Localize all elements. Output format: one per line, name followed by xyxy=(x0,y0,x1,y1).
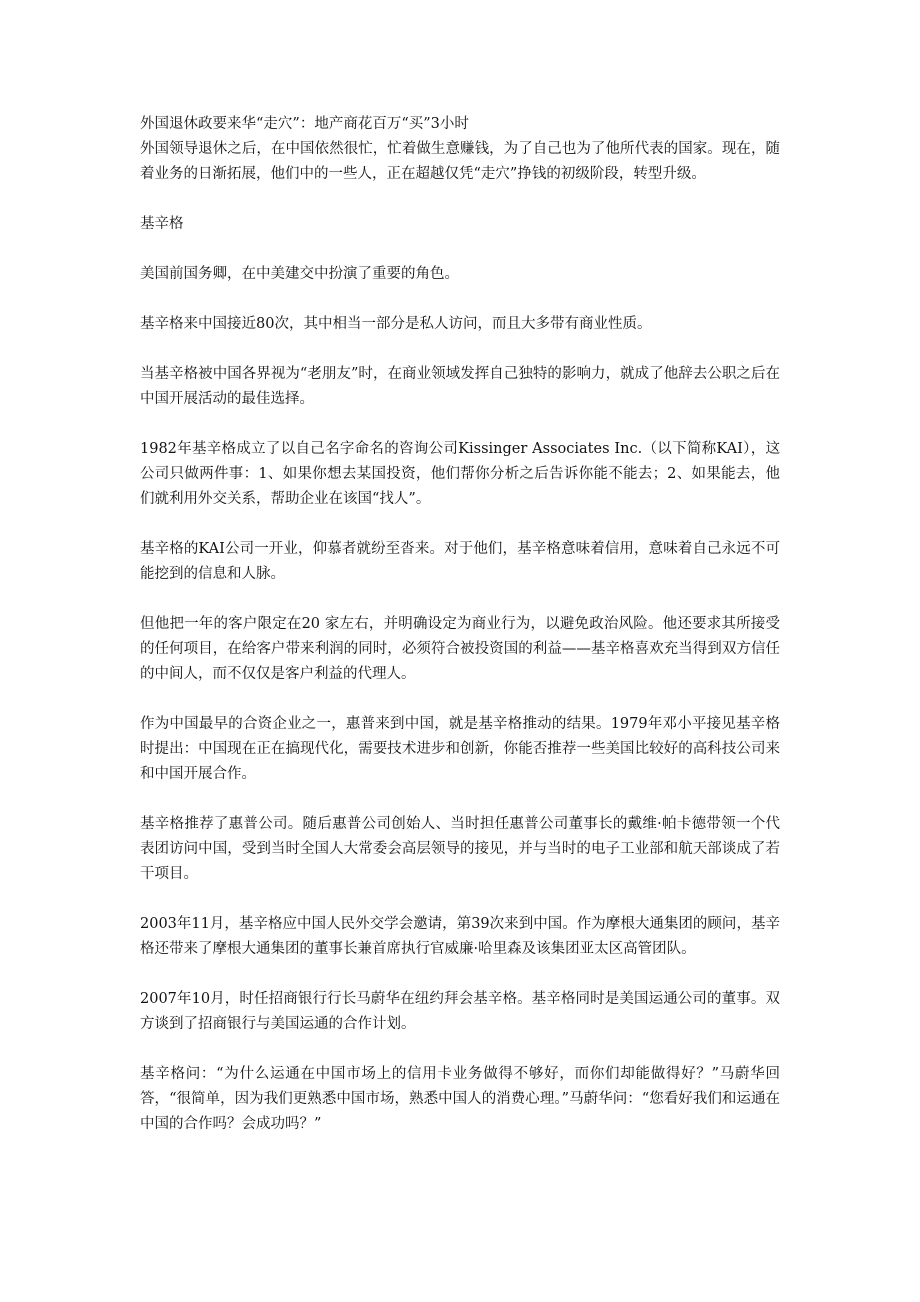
paragraph: 基辛格来中国接近80次，其中相当一部分是私人访问，而且大多带有商业性质。 xyxy=(140,316,652,332)
document-page xyxy=(140,112,780,1162)
paragraph: 但他把一年的客户限定在20 家左右，并明确设定为商业行为，以避免政治风险。他还要求其所接受的任何项目，在给客户带来利润的同时，必须符合被投资国的利益——基辛格喜欢充当得到双方信任的中间人，而不仅仅是客户利益的代理人。 xyxy=(140,616,780,682)
paragraph: 美国前国务卿，在中美建交中扮演了重要的角色。 xyxy=(140,266,459,282)
paragraph: 1982年基辛格成立了以自己名字命名的咨询公司Kissinger Associates Inc.（以下简称KAI），这公司只做两件事：1、如果你想去某国投资，他们帮你分析之后告诉你能不能去；2、如果能去，他们就利用外交关系，帮助企业在该国“找人”。 xyxy=(140,441,780,507)
paragraph: 基辛格问：“为什么运通在中国市场上的信用卡业务做得不够好，而你们却能做得好？”马蔚华回答，“很简单，因为我们更熟悉中国市场，熟悉中国人的消费心理。”马蔚华问：“您看好我们和运通在中国的合作吗？会成功吗？” xyxy=(140,1066,780,1132)
paragraph: 当基辛格被中国各界视为“老朋友”时，在商业领域发挥自己独特的影响力，就成了他辞去公职之后在中国开展活动的最佳选择。 xyxy=(140,366,780,407)
paragraph: 基辛格的KAI公司一开业，仰慕者就纷至沓来。对于他们，基辛格意味着信用，意味着自己永远不可能挖到的信息和人脉。 xyxy=(140,541,780,582)
article-title: 外国退休政要来华“走穴”：地产商花百万“买”3小时 xyxy=(140,116,469,132)
paragraph: 基辛格 xyxy=(140,216,184,232)
paragraph: 2003年11月，基辛格应中国人民外交学会邀请，第39次来到中国。作为摩根大通集团的顾问，基辛格还带来了摩根大通集团的董事长兼首席执行官威廉·哈里森及该集团亚太区高管团队。 xyxy=(140,916,780,957)
paragraph: 基辛格推荐了惠普公司。随后惠普公司创始人、当时担任惠普公司董事长的戴维·帕卡德带领一个代表团访问中国，受到当时全国人大常委会高层领导的接见，并与当时的电子工业部和航天部谈成了若干项目。 xyxy=(140,816,780,882)
paragraph: 2007年10月，时任招商银行行长马蔚华在纽约拜会基辛格。基辛格同时是美国运通公司的董事。双方谈到了招商银行与美国运通的合作计划。 xyxy=(140,991,780,1032)
paragraph: 作为中国最早的合资企业之一，惠普来到中国，就是基辛格推动的结果。1979年邓小平接见基辛格时提出：中国现在正在搞现代化，需要技术进步和创新，你能否推荐一些美国比较好的高科技公司来和中国开展合作。 xyxy=(140,716,780,782)
article-intro: 外国领导退休之后，在中国依然很忙，忙着做生意赚钱，为了自己也为了他所代表的国家。现在，随着业务的日渐拓展，他们中的一些人，正在超越仅凭“走穴”挣钱的初级阶段，转型升级。 xyxy=(140,141,780,182)
article-body xyxy=(140,212,780,1137)
